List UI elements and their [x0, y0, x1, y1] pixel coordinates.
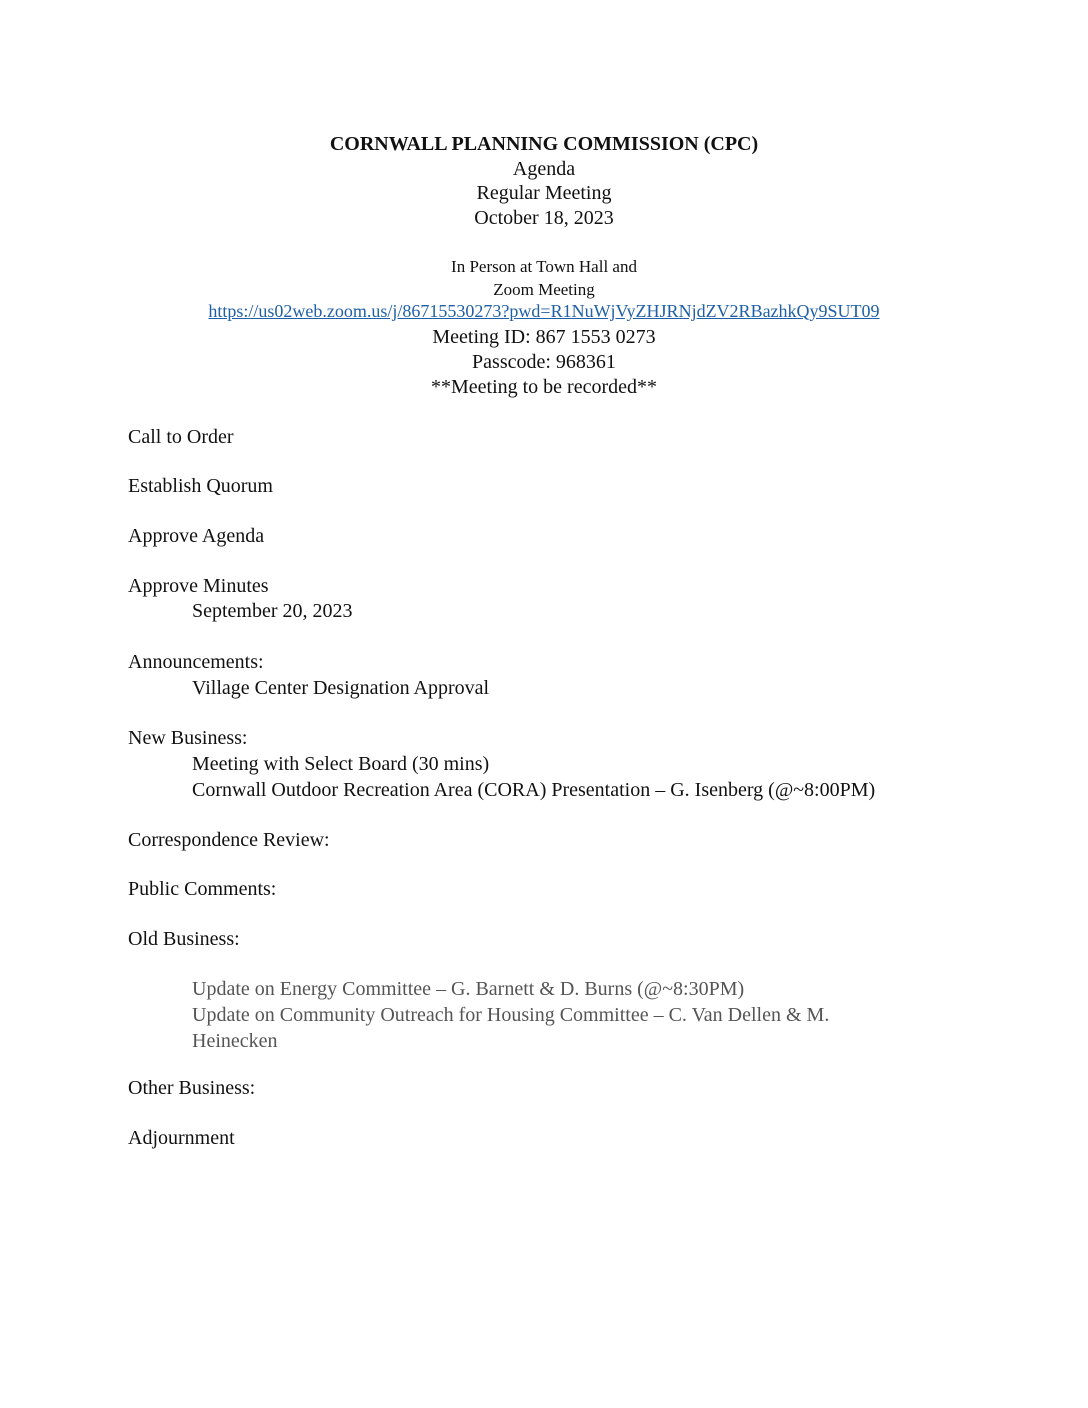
recorded-note: **Meeting to be recorded**: [430, 376, 658, 398]
old-business-item: Update on Community Outreach for Housing Committee – C. Van Dellen & M.: [192, 1004, 830, 1026]
agenda-item-approve-minutes: Approve Minutes: [128, 575, 269, 597]
agenda-item-adjournment: Adjournment: [128, 1127, 235, 1149]
meeting-type: Regular Meeting: [476, 182, 612, 204]
zoom-link[interactable]: https://us02web.zoom.us/j/86715530273?pwd=R1NuWjVyZHJRNjdZV2RBazhkQy9SUT09: [208, 301, 880, 321]
passcode: Passcode: 968361: [472, 351, 616, 373]
old-business-item-continued: Heinecken: [192, 1030, 278, 1052]
agenda-item-new-business: New Business:: [128, 727, 248, 749]
new-business-item: Meeting with Select Board (30 mins): [192, 753, 490, 775]
new-business-item: Cornwall Outdoor Recreation Area (CORA) Presentation – G. Isenberg (@~8:00PM): [192, 779, 876, 801]
minutes-date: September 20, 2023: [192, 600, 353, 622]
agenda-item-call-to-order: Call to Order: [128, 426, 234, 448]
meeting-id: Meeting ID: 867 1553 0273: [432, 326, 656, 348]
document-subtitle: Agenda: [512, 158, 576, 180]
location-line-2: Zoom Meeting: [493, 280, 595, 299]
agenda-item-other-business: Other Business:: [128, 1077, 256, 1099]
announcement-item: Village Center Designation Approval: [192, 677, 490, 699]
agenda-item-approve-agenda: Approve Agenda: [128, 525, 265, 547]
location-line-1: In Person at Town Hall and: [451, 257, 637, 276]
old-business-item: Update on Energy Committee – G. Barnett & D. Burns (@~8:30PM): [192, 978, 745, 1000]
agenda-item-old-business: Old Business:: [128, 928, 240, 950]
agenda-item-correspondence-review: Correspondence Review:: [128, 829, 330, 851]
meeting-date: October 18, 2023: [474, 207, 614, 229]
agenda-item-announcements: Announcements:: [128, 651, 264, 673]
agenda-item-establish-quorum: Establish Quorum: [128, 475, 273, 497]
document-title: CORNWALL PLANNING COMMISSION (CPC): [329, 133, 759, 155]
agenda-item-public-comments: Public Comments:: [128, 878, 277, 900]
